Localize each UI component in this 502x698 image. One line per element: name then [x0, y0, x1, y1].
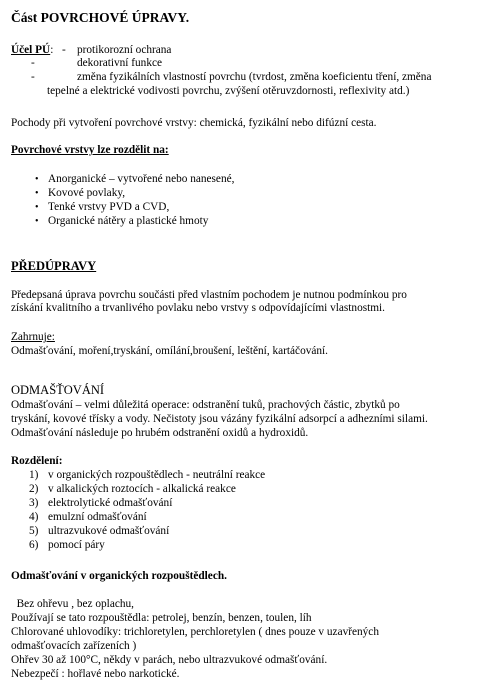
list-item: • Tenké vrstvy PVD a CVD, [48, 201, 169, 214]
list-number: 5) [29, 525, 39, 537]
list-item: emulzní odmašťování [48, 511, 147, 523]
list-number: 6) [29, 539, 39, 551]
purpose-line-1 [11, 44, 53, 57]
list-number: 1) [29, 469, 39, 481]
purpose-dash-1: - [62, 44, 66, 56]
processes-text: Pochody při vytvoření povrchové vrstvy: chemická, fyzikální nebo difúzní cesta. [11, 117, 377, 129]
organic-text-line: Ohřev 30 až 100°C, někdy v parách, nebo ultrazvukové odmašťování. [11, 654, 328, 666]
degreasing-text-line: Odmašťování následuje po hrubém odstranění oxidů a hydroxidů. [11, 427, 309, 439]
pretreatment-heading: PŘEDÚPRAVY [11, 259, 97, 273]
purpose-colon: : [50, 44, 54, 56]
list-item: ultrazvukové odmašťování [48, 525, 170, 537]
division-heading: Rozdělení: [11, 455, 63, 467]
list-item: • Anorganické – vytvořené nebo nanesené, [48, 173, 234, 186]
organic-text-line: Používají se tato rozpouštědla: petrolej, benzín, benzen, toulen, líh [11, 612, 312, 624]
title-main: POVRCHOVÉ ÚPRAVY. [40, 10, 190, 25]
organic-text-line: Bez ohřevu , bez oplachu, [11, 598, 134, 610]
page-title [11, 11, 189, 24]
degreasing-text-line: tryskání, kovové třísky a vody. Nečistoty jsou vázány fyzikální adsorpcí a adhezními silami. [11, 413, 428, 425]
title-prefix: Část [11, 10, 41, 25]
purpose-item: dekorativní funkce [77, 57, 163, 69]
list-number: 2) [29, 483, 39, 495]
list-item: v organických rozpouštědlech - neutrální reakce [48, 469, 266, 481]
pretreatment-text-line: Předepsaná úprava povrchu součásti před vlastním pochodem je nutnou podmínkou pro [11, 289, 407, 301]
purpose-label: Účel PÚ [11, 44, 51, 56]
organic-heading: Odmašťování v organických rozpouštědlech. [11, 570, 227, 582]
includes-text: Odmašťování, moření,tryskání, omílání,broušení, leštění, kartáčování. [11, 345, 328, 357]
layers-heading: Povrchové vrstvy lze rozdělit na: [11, 144, 169, 156]
includes-label: Zahrnuje: [11, 331, 55, 343]
degreasing-text-line: Odmašťování – velmi důležitá operace: odstranění tuků, prachových částic, zbytků po [11, 399, 400, 411]
list-item: • Kovové povlaky, [48, 187, 125, 200]
list-number: 4) [29, 511, 39, 523]
organic-text-line: Nebezpečí : hořlavé nebo narkotické. [11, 668, 180, 680]
pretreatment-text-line: získání kvalitního a trvanlivého povlaku nebo vrstvy s odpovídajícími vlastnostmi. [11, 302, 385, 314]
organic-text-line: Chlorované uhlovodíky: trichloretylen, perchloretylen ( dnes pouze v uzavřených [11, 626, 379, 638]
purpose-item: změna fyzikálních vlastností povrchu (tvrdost, změna koeficientu tření, změna [77, 71, 432, 83]
purpose-item-continuation: tepelné a elektrické vodivosti povrchu, zvýšení otěruvzdornosti, reflexivity atd.) [47, 85, 410, 97]
purpose-item: protikorozní ochrana [77, 44, 172, 56]
organic-text-line: odmašťovacích zařízeních ) [11, 640, 137, 652]
purpose-dash-2: - [31, 57, 35, 69]
list-item: pomocí páry [48, 539, 105, 551]
list-item: v alkalických roztocích - alkalická reakce [48, 483, 236, 495]
list-item: elektrolytické odmašťování [48, 497, 173, 509]
degreasing-heading: ODMAŠŤOVÁNÍ [11, 383, 105, 397]
list-number: 3) [29, 497, 39, 509]
purpose-dash-3: - [31, 71, 35, 83]
list-item: • Organické nátěry a plastické hmoty [48, 215, 208, 228]
